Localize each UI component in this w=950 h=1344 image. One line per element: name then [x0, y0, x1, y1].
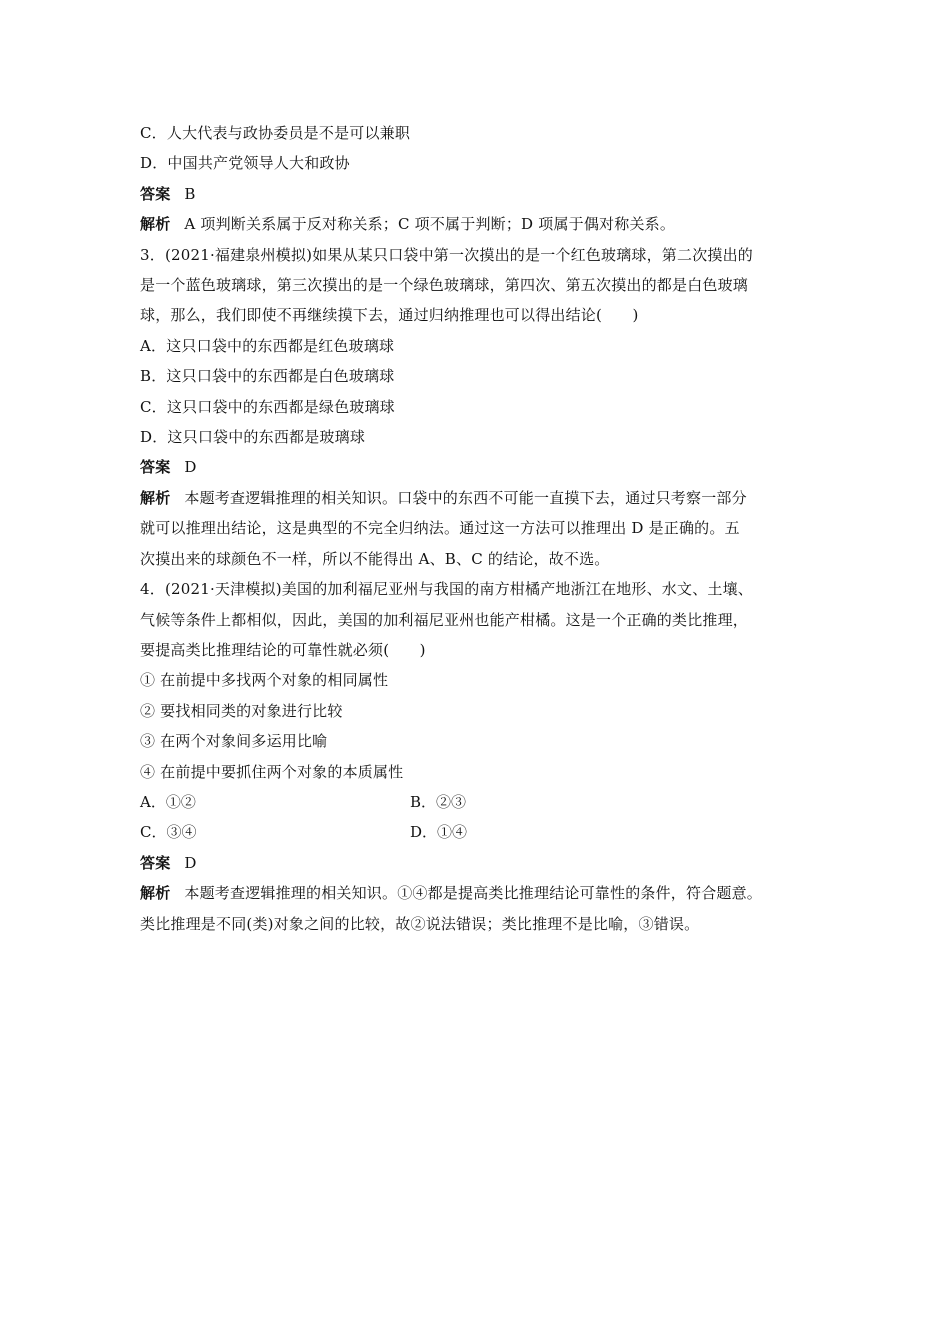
- q4-option-b: B．②③: [410, 792, 467, 811]
- analysis-label: 解析: [140, 884, 171, 903]
- answer-label: 答案: [140, 184, 171, 203]
- answer-label: 答案: [140, 458, 171, 477]
- q4-answer: [140, 848, 830, 878]
- q4-option-d: D．①④: [410, 823, 468, 842]
- q4-options-row: [140, 817, 830, 847]
- q4-item: ① 在前提中多找两个对象的相同属性: [140, 671, 389, 690]
- q4-option-a: A．①②: [140, 792, 196, 811]
- q3-option-c: C．这只口袋中的东西都是绿色玻璃球: [140, 397, 395, 416]
- q3-stem-line: 3．(2021·福建泉州模拟)如果从某只口袋中第一次摸出的是一个红色玻璃球，第二次摸出的: [140, 245, 753, 264]
- answer-label: 答案: [140, 853, 171, 872]
- answer-value: D: [184, 853, 197, 872]
- analysis-text: 本题考查逻辑推理的相关知识。①④都是提高类比推理结论可靠性的条件，符合题意。: [184, 884, 763, 903]
- q3-analysis-line: 就可以推理出结论，这是典型的不完全归纳法。通过这一方法可以推理出 D 是正确的。五: [140, 519, 740, 538]
- answer-value: B: [184, 184, 196, 203]
- q3-option-d: D．这只口袋中的东西都是玻璃球: [140, 428, 366, 447]
- q4-stem-line: 气候等条件上都相似，因此，美国的加利福尼亚州也能产柑橘。这是一个正确的类比推理，: [140, 610, 749, 629]
- document-page: [140, 118, 830, 939]
- q4-analysis: [140, 878, 830, 908]
- q4-item: ② 要找相同类的对象进行比较: [140, 701, 343, 720]
- q3-analysis: [140, 483, 830, 513]
- q3-option-b: B．这只口袋中的东西都是白色玻璃球: [140, 367, 395, 386]
- q4-stem-line: 4．(2021·天津模拟)美国的加利福尼亚州与我国的南方柑橘产地浙江在地形、水文、土壤、: [140, 580, 753, 599]
- q3-stem-line: 球，那么，我们即使不再继续摸下去，通过归纳推理也可以得出结论( ): [140, 306, 639, 325]
- analysis-label: 解析: [140, 215, 171, 234]
- q4-options-row: [140, 787, 830, 817]
- q4-option-c: C．③④: [140, 823, 197, 842]
- q4-stem-line: 要提高类比推理结论的可靠性就必须( ): [140, 640, 426, 659]
- q2-analysis: [140, 209, 830, 239]
- q3-stem-line: 是一个蓝色玻璃球，第三次摸出的是一个绿色玻璃球，第四次、第五次摸出的都是白色玻璃: [140, 276, 749, 295]
- analysis-text: A 项判断关系属于反对称关系；C 项不属于判断；D 项属于偶对称关系。: [184, 215, 676, 234]
- q2-answer: [140, 179, 830, 209]
- q2-option-c: C．人大代表与政协委员是不是可以兼职: [140, 124, 411, 142]
- q4-item: ④ 在前提中要抓住两个对象的本质属性: [140, 762, 404, 781]
- answer-value: D: [184, 458, 197, 477]
- q3-answer: [140, 452, 830, 482]
- analysis-text: 本题考查逻辑推理的相关知识。口袋中的东西不可能一直摸下去，通过只考察一部分: [184, 488, 747, 507]
- q4-analysis-line: 类比推理是不同(类)对象之间的比较，故②说法错误；类比推理不是比喻，③错误。: [140, 914, 700, 933]
- q2-option-d: D．中国共产党领导人大和政协: [140, 154, 350, 173]
- q3-analysis-line: 次摸出来的球颜色不一样，所以不能得出 A、B、C 的结论，故不选。: [140, 549, 610, 568]
- analysis-label: 解析: [140, 488, 171, 507]
- q4-item: ③ 在两个对象间多运用比喻: [140, 732, 328, 751]
- q3-option-a: A．这只口袋中的东西都是红色玻璃球: [140, 336, 395, 355]
